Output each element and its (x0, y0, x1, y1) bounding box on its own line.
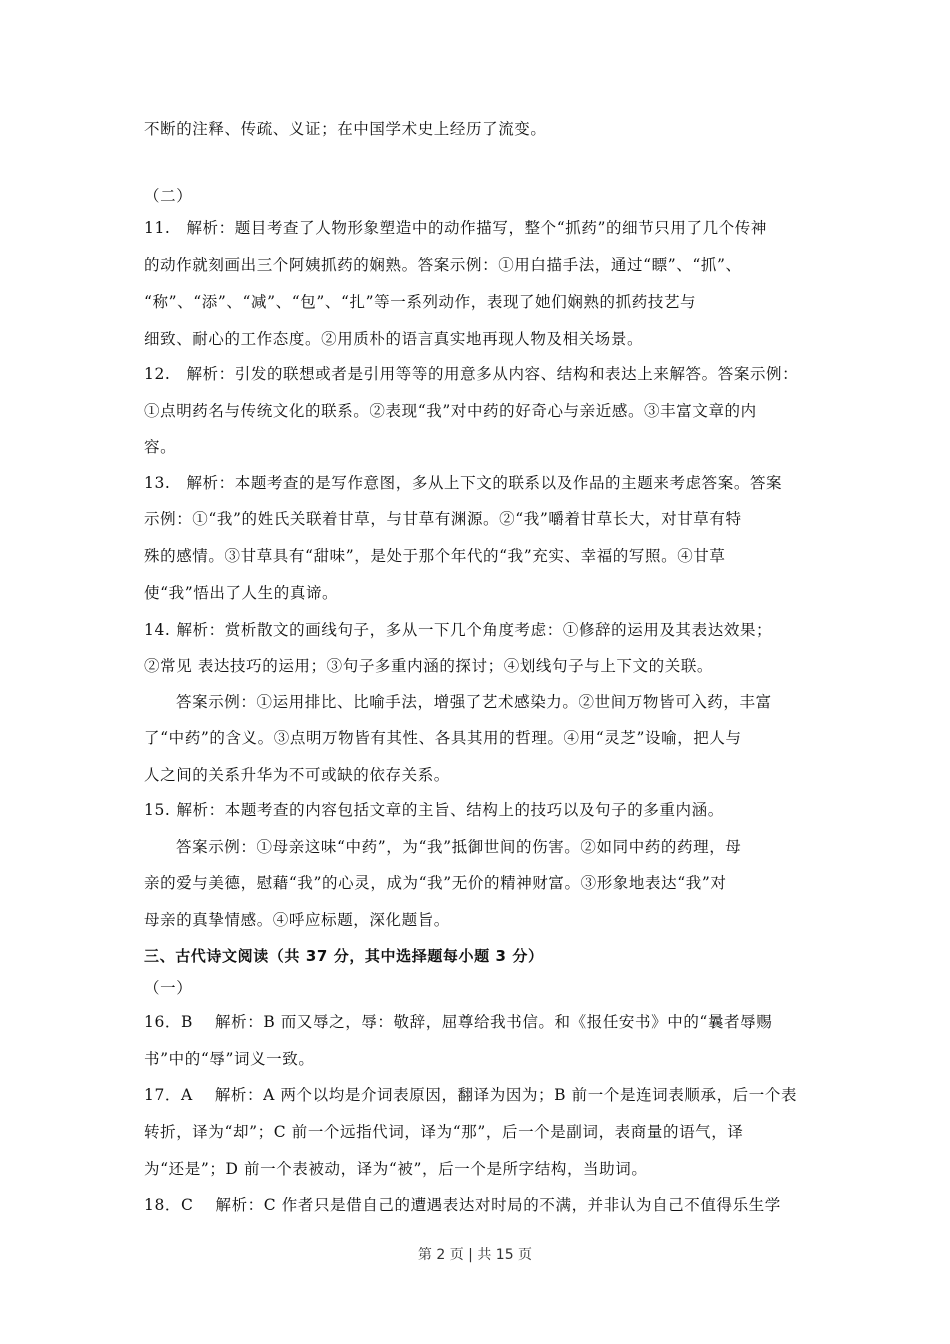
line-text: 亲的爱与美德，慰藉“我”的心灵，成为“我”无价的精神财富。③形象地表达“我”对 (144, 874, 727, 892)
text-line (144, 873, 726, 893)
text-line (144, 656, 713, 676)
line-text: 容。 (144, 438, 177, 456)
answer-18 (144, 1195, 781, 1215)
question-number: 14. (144, 621, 171, 639)
section-heading-classical-poetry (144, 946, 544, 966)
line-text: （一） (144, 979, 193, 997)
question-number: 15. (144, 801, 171, 819)
line-text: 母亲的真挚情感。④呼应标题，深化题旨。 (144, 911, 450, 929)
answer-14 (144, 620, 772, 640)
question-number: 18．C (144, 1196, 194, 1214)
line-text: 解析：B 而又辱之，辱：敬辞，屈尊给我书信。和《报任安书》中的“曩者辱赐 (215, 1013, 773, 1031)
text-line (144, 728, 742, 748)
line-text: 了“中药”的含义。③点明万物皆有其性、各具其用的哲理。④用“灵芝”设喻，把人与 (144, 729, 742, 747)
line-text: 解析：A 两个以均是介词表原因，翻译为因为；B 前一个是连词表顺承，后一个表 (214, 1086, 798, 1104)
answer-17 (144, 1085, 797, 1105)
line-text: 转折，译为“却”；C 前一个远指代词，译为“那”，后一个是副词，表商量的语气，译 (144, 1123, 744, 1141)
question-number: 12. (144, 365, 171, 383)
text-line (144, 765, 450, 785)
text-line (144, 910, 450, 930)
line-text: 不断的注释、传疏、义证；在中国学术史上经历了流变。 (144, 120, 547, 138)
page-number-label: 第 2 页 | 共 15 页 (417, 1247, 533, 1263)
line-text: 答案示例：①运用排比、比喻手法，增强了艺术感染力。②世间万物皆可入药，丰富 (176, 693, 772, 711)
answer-11 (144, 218, 767, 238)
page-footer (0, 1244, 950, 1264)
question-number: 13. (144, 474, 171, 492)
answer-13 (144, 473, 782, 493)
question-number: 11. (144, 219, 171, 237)
subsection-heading-two (144, 186, 192, 206)
line-text: 细致、耐心的工作态度。②用质朴的语言真实地再现人物及相关场景。 (144, 330, 644, 348)
text-line (144, 401, 757, 421)
line-text: 解析：本题考查的是写作意图，多从上下文的联系以及作品的主题来考虑答案。答案 (186, 474, 783, 492)
line-text: 答案示例：①母亲这味“中药”，为“我”抵御世间的伤害。②如同中药的药理，母 (176, 838, 742, 856)
text-line (144, 1049, 314, 1069)
line-text: 书”中的“辱”词义一致。 (144, 1050, 315, 1068)
line-text: ②常见 表达技巧的运用；③句子多重内涵的探讨；④划线句子与上下文的关联。 (144, 657, 714, 675)
heading-text: 三、古代诗文阅读（共 37 分，其中选择题每小题 3 分） (144, 947, 544, 965)
question-number: 17．A (144, 1086, 193, 1104)
line-text: ①点明药名与传统文化的联系。②表现“我”对中药的好奇心与亲近感。③丰富文章的内 (144, 402, 757, 420)
line-text: 解析：本题考查的内容包括文章的主旨、结构上的技巧以及句子的多重内涵。 (176, 801, 724, 819)
line-text: 解析：题目考查了人物形象塑造中的动作描写，整个“抓药”的细节只用了几个传神 (186, 219, 768, 237)
text-line (176, 837, 741, 857)
line-text: 解析：引发的联想或者是引用等等的用意多从内容、结构和表达上来解答。答案示例： (186, 365, 799, 383)
line-text: 为“还是”；D 前一个表被动，译为“被”，后一个是所字结构，当助词。 (144, 1160, 648, 1178)
line-text: （二） (144, 187, 193, 205)
line-text: 人之间的关系升华为不可或缺的依存关系。 (144, 766, 450, 784)
line-text: 解析：赏析散文的画线句子，多从一下几个角度考虑：①修辞的运用及其表达效果； (176, 621, 773, 639)
text-line (144, 546, 726, 566)
text-line (144, 509, 742, 529)
text-line (144, 1159, 647, 1179)
text-line (176, 692, 772, 712)
answer-12 (144, 364, 798, 384)
text-line (144, 329, 643, 349)
question-number: 16．B (144, 1013, 194, 1031)
line-text: 的动作就刻画出三个阿姨抓药的娴熟。答案示例：①用白描手法，通过“瞟”、“抓”、 (144, 256, 742, 274)
answer-15 (144, 800, 724, 820)
text-line (144, 292, 696, 312)
line-text: 解析：C 作者只是借自己的遭遇表达对时局的不满，并非认为自己不值得乐生学 (215, 1196, 781, 1214)
text-line (144, 583, 338, 603)
line-text: 使“我”悟出了人生的真谛。 (144, 584, 339, 602)
text-line (144, 437, 176, 457)
line-text: 示例：①“我”的姓氏关联着甘草，与甘草有渊源。②“我”嚼着甘草长大，对甘草有特 (144, 510, 742, 528)
text-line (144, 119, 547, 139)
line-text: “称”、“添”、“减”、“包”、“扎”等一系列动作，表现了她们娴熟的抓药技艺与 (144, 293, 697, 311)
subsection-heading-one (144, 978, 192, 998)
line-text: 殊的感情。③甘草具有“甜味”，是处于那个年代的“我”充实、幸福的写照。④甘草 (144, 547, 726, 565)
text-line (144, 1122, 744, 1142)
text-line (144, 255, 742, 275)
answer-16 (144, 1012, 772, 1032)
